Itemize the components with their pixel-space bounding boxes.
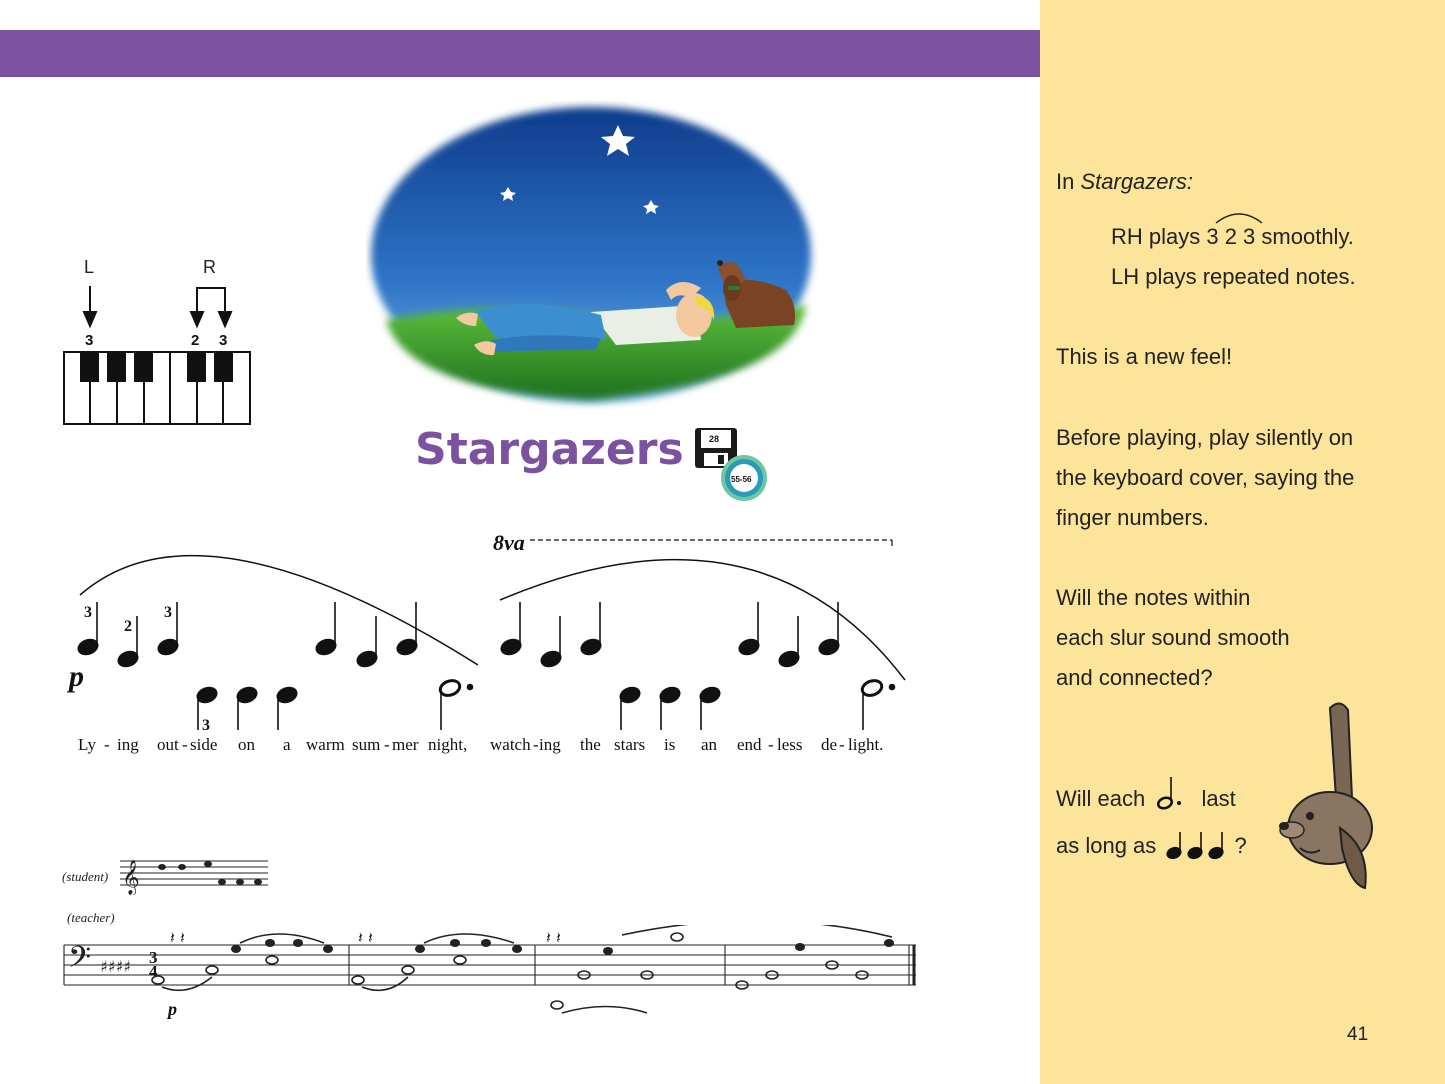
header-bar <box>0 30 1040 77</box>
svg-text:𝄞: 𝄞 <box>122 860 140 895</box>
music-score <box>60 520 920 730</box>
rh-instruction: RH plays 3 2 3 smoothly. <box>1111 224 1354 249</box>
question-line: and connected? <box>1056 665 1213 690</box>
page-number: 41 <box>1347 1024 1369 1045</box>
svg-text:𝄢: 𝄢 <box>68 941 92 982</box>
octave-mark: 8va <box>493 530 525 555</box>
lyric-syllable: - <box>104 735 110 754</box>
question-line: each slur sound smooth <box>1056 625 1290 650</box>
student-staff <box>118 855 273 895</box>
lyric-syllable: de <box>821 735 838 754</box>
intro-title: Stargazers: <box>1080 169 1193 194</box>
quarter-notes-icon <box>1166 832 1230 860</box>
lyric-syllable: stars <box>614 735 646 754</box>
cd-track-numbers: 55-56 <box>731 475 752 484</box>
fingering-number: 3 <box>84 604 92 621</box>
lyric-syllable: ing <box>539 735 561 754</box>
lyric-syllable: - <box>768 735 774 754</box>
dotted-half-note-icon <box>1155 775 1187 811</box>
new-feel-line: This is a new feel! <box>1056 344 1233 369</box>
lyric-syllable: Ly <box>78 735 96 754</box>
lyric-syllable: sum <box>352 735 381 754</box>
lyric-syllable: the <box>580 735 601 754</box>
as-long-as-line: as long as ? <box>1056 833 1247 858</box>
stargazer-illustration <box>366 100 826 410</box>
lh-instruction: LH plays repeated notes. <box>1111 264 1356 289</box>
time-signature-bottom: 4 <box>149 962 158 981</box>
lyric-syllable: watch <box>490 735 531 754</box>
lyric-syllable: - <box>182 735 188 754</box>
teacher-staff <box>62 925 922 1015</box>
lyric-syllable: warm <box>306 735 345 754</box>
lyric-syllable: ing <box>117 735 139 754</box>
lyric-syllable: night, <box>428 735 468 754</box>
rh-finger-number: 3 <box>219 332 228 349</box>
lyric-syllable: out <box>157 735 179 754</box>
svg-text:𝄽 𝄽: 𝄽 𝄽 <box>546 928 561 947</box>
lyric-syllable: side <box>190 735 218 754</box>
lh-finger-number: 3 <box>85 332 94 349</box>
lyric-syllable: an <box>701 735 718 754</box>
left-hand-label: L <box>84 257 95 277</box>
lyric-syllable: - <box>384 735 390 754</box>
lyric-syllable: end <box>737 735 762 754</box>
student-label: (student) <box>62 869 109 884</box>
page-title: Stargazers <box>415 424 684 475</box>
lyric-syllable: - <box>533 735 539 754</box>
intro-line: In Stargazers: <box>1056 169 1193 194</box>
rh-finger-number: 2 <box>191 332 200 349</box>
lyric-syllable: is <box>664 735 676 754</box>
svg-text:𝄽 𝄽: 𝄽 𝄽 <box>358 928 373 947</box>
teacher-dynamic: p <box>168 999 177 1019</box>
dynamic-marking: p <box>69 660 84 693</box>
before-playing-line: finger numbers. <box>1056 505 1209 530</box>
svg-text:𝄽 𝄽: 𝄽 𝄽 <box>170 928 185 947</box>
rh-notes: 3 2 3 <box>1206 224 1256 249</box>
disk-track-number: 28 <box>709 434 720 444</box>
lyric-syllable: - <box>839 735 845 754</box>
before-playing-line: Before playing, play silently on <box>1056 425 1354 450</box>
dog-mascot <box>1270 698 1385 893</box>
last-question: Will each last <box>1056 786 1236 811</box>
lyric-syllable: a <box>283 735 291 754</box>
svg-text:♯♯♯♯: ♯♯♯♯ <box>100 957 131 976</box>
keyboard-diagram <box>60 282 255 430</box>
lyric-syllable: less <box>777 735 803 754</box>
teacher-label: (teacher) <box>67 910 115 925</box>
piano-keys <box>64 352 250 424</box>
lyric-syllable: on <box>238 735 255 754</box>
slur-mark <box>1214 211 1264 225</box>
fingering-number: 2 <box>124 618 132 635</box>
lh-fingering-number: 3 <box>202 717 210 734</box>
fingering-number: 3 <box>164 604 172 621</box>
time-signature-top: 3 <box>149 948 158 967</box>
before-playing-line: the keyboard cover, saying the <box>1056 465 1355 490</box>
treble-notes <box>76 602 841 669</box>
lyric-syllable: light. <box>848 735 884 754</box>
right-hand-label: R <box>203 257 216 277</box>
question-line: Will the notes within <box>1056 585 1251 610</box>
lyric-syllable: mer <box>392 735 419 754</box>
